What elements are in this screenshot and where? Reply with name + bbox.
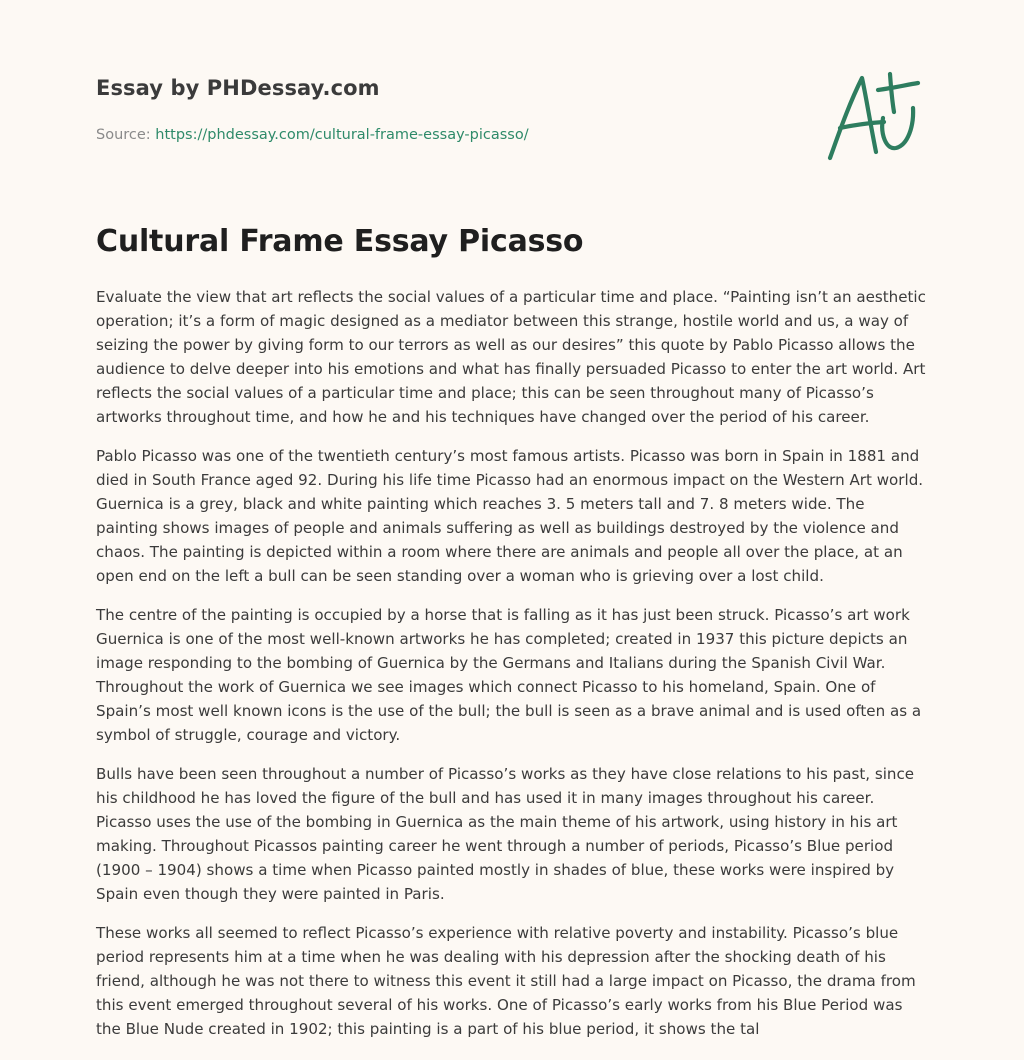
source-label: Source: [96,127,151,143]
essay-title: Cultural Frame Essay Picasso [96,224,584,259]
source-line [96,127,716,143]
essay-paragraph: Bulls have been seen throughout a number of Picasso’s works as they have close relations to his past, since his childhood he has loved the figure of the bull and has used it in many images throughout his career. Picasso uses the use of the bombing in Guernica as the main theme of his artwork, using history in his art making. Throughout Picassos painting career he went through a number of periods, Picasso’s Blue period (1900 – 1904) shows a time when Picasso painted mostly in shades of blue, these works were inspired by Spain even though they were painted in Paris. [96,765,915,903]
a-plus-grade-icon [820,66,930,166]
brand-title: Essay by PHDessay.com [96,76,380,100]
essay-paragraph: Evaluate the view that art reflects the social values of a particular time and place. “Painting isn’t an aesthetic operation; it’s a form of magic designed as a mediator between this strange, hostile world and us, a way of seizing the power by giving form to our terrors as well as our desires” this quote by Pablo Picasso allows the audience to delve deeper into his emotions and what has finally persuaded Picasso to enter the art world. Art reflects the social values of a particular time and place; this can be seen throughout many of Picasso’s artworks throughout time, and how he and his techniques have changed over the period of his career. [96,288,926,426]
essay-paragraph: Pablo Picasso was one of the twentieth century’s most famous artists. Picasso was born in Spain in 1881 and died in South France aged 92. During his life time Picasso had an enormous impact on the Western Art world. Guernica is a grey, black and white painting which reaches 3. 5 meters tall and 7. 8 meters wide. The painting shows images of people and animals suffering as well as buildings destroyed by the violence and chaos. The painting is depicted within a room where there are animals and people all over the place, at an open end on the left a bull can be seen standing over a woman who is grieving over a lost child. [96,447,924,585]
essay-body [96,285,930,1056]
site-header [96,76,716,143]
source-link[interactable]: https://phdessay.com/cultural-frame-essay-picasso/ [155,127,529,143]
essay-paragraph: These works all seemed to reflect Picasso’s experience with relative poverty and instability. Picasso’s blue period represents him at a time when he was dealing with his depression after the shocking death of his friend, although he was not there to witness this event it still had a large impact on Picasso, the drama from this event emerged throughout several of his works. One of Picasso’s early works from his Blue Period was the Blue Nude created in 1902; this painting is a part of his blue period, it shows the tal [96,924,916,1038]
essay-paragraph: The centre of the painting is occupied by a horse that is falling as it has just been struck. Picasso’s art work Guernica is one of the most well-known artworks he has completed; created in 1937 this picture depicts an image responding to the bombing of Guernica by the Germans and Italians during the Spanish Civil War. Throughout the work of Guernica we see images which connect Picasso to his homeland, Spain. One of Spain’s most well known icons is the use of the bull; the bull is seen as a brave animal and is used often as a symbol of struggle, courage and victory. [96,606,922,744]
